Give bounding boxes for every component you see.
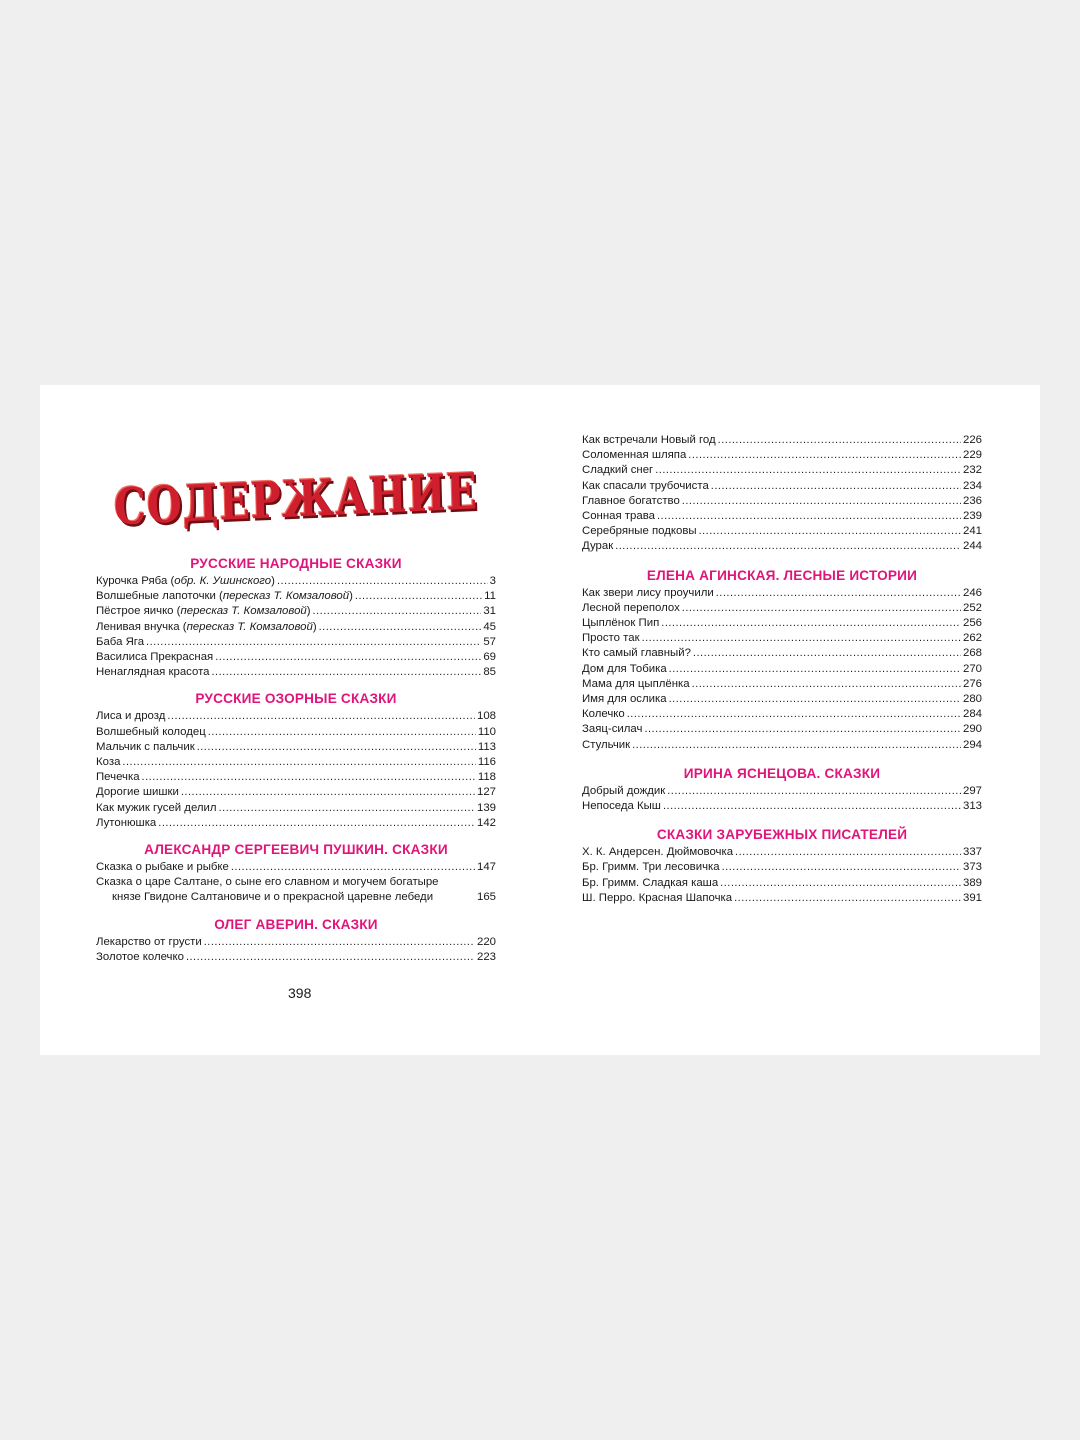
toc-entry [582,494,982,509]
toc-entry-title [96,770,140,785]
toc-entry-title [582,631,640,646]
toc-entry-title-text: Бр. Гримм. Сладкая каша [582,876,719,889]
toc-entry-title-text: Как мужик гусей делил [96,801,217,814]
toc-entry-title [96,665,210,680]
toc-page-number: 280 [962,693,982,706]
toc-page-number: 220 [476,935,496,948]
toc-entry-title-text: Как спасали трубочиста [582,479,709,492]
toc-entry-title [582,799,661,814]
toc-page-number: 118 [477,771,496,784]
toc-entry-title-text: Василиса Прекрасная [96,651,214,664]
dot-leader [319,620,482,635]
toc-page-number: 313 [962,800,982,813]
section-heading: ОЛЕГ АВЕРИН. СКАЗКИ [214,916,378,932]
dot-leader [215,650,481,665]
dot-leader [669,662,961,677]
dot-leader [693,646,961,661]
toc-entry-title [96,935,202,950]
toc-entry-title [582,479,709,494]
toc-entry [96,635,496,650]
dot-leader [663,799,961,814]
left-toc [96,555,496,965]
toc-entry-title [582,586,714,601]
toc-section [96,916,496,965]
toc-entry-title [582,860,720,875]
dot-leader [231,860,475,875]
dot-leader [699,524,961,539]
toc-entry [582,463,982,478]
section-heading: ИРИНА ЯСНЕЦОВА. СКАЗКИ [683,765,881,781]
toc-entry-title [582,891,732,906]
section-heading: АЛЕКСАНДР СЕРГЕЕВИЧ ПУШКИН. СКАЗКИ [144,842,448,858]
toc-entry [96,604,496,619]
toc-entry-title-text: Дурак [582,540,614,553]
toc-entry-title-text: Стульчик [582,738,631,751]
dot-leader [204,935,475,950]
toc-section [582,765,982,814]
toc-entry-title-text: Ненаглядная красота [96,666,210,679]
toc-entry-title [96,709,165,724]
toc-entry-title-text: Пёстрое яичко ( [96,605,181,618]
toc-entry [96,816,496,831]
toc-entry-title-close: ) [306,605,311,618]
toc-page-number: 57 [483,635,496,648]
toc-entry [96,589,496,604]
dot-leader [181,785,475,800]
dot-leader [655,463,961,478]
toc-entry [96,935,496,950]
toc-entry-title-close: ) [349,590,353,603]
toc-entry-title-close: ) [312,620,317,633]
toc-entry-title [582,601,680,616]
dot-leader [692,677,961,692]
toc-entry-title [582,463,653,478]
toc-entry-note: пересказ Т. Комзаловой [186,620,313,633]
toc-page-number: 276 [962,677,982,690]
toc-entry-title-text: Сладкий снег [582,464,654,477]
toc-entry-title [96,816,156,831]
dot-leader [167,709,475,724]
toc-page-number: 108 [476,710,496,723]
dot-leader [197,740,476,755]
toc-entry [582,677,982,692]
toc-entry-title-text: Печечка [96,771,140,784]
toc-entry-title-text: Баба Яга [96,635,145,648]
toc-entry-title-text: Сонная трава [582,510,655,523]
toc-section [582,826,982,906]
toc-page-number: 297 [962,784,982,797]
toc-entry [96,725,496,740]
dot-leader [722,860,961,875]
toc-entry-title [96,801,217,816]
dot-leader [669,692,961,707]
toc-entry-continuation [96,890,496,905]
toc-entry-title [582,524,697,539]
dot-leader [667,784,961,799]
dot-leader [718,433,961,448]
toc-entry [96,875,496,905]
toc-entry-title-text: Серебряные подковы [582,525,697,538]
dot-leader [627,707,961,722]
toc-page-number: 127 [476,786,496,799]
toc-entry-title-text: Лутонюшка [96,816,157,829]
toc-page-number: 268 [962,647,982,660]
dot-leader [219,801,475,816]
toc-page-number: 270 [962,662,982,675]
toc-entry [582,876,982,891]
toc-page-number: 139 [476,801,496,814]
toc-entry [96,665,496,680]
toc-entry-title-text: Просто так [582,632,640,645]
toc-entry-title [582,738,630,753]
section-heading: РУССКИЕ ОЗОРНЫЕ СКАЗКИ [195,691,397,707]
toc-entry-title [582,662,667,677]
toc-entry-title-text: Коза [96,756,121,769]
toc-page-number: 241 [962,525,982,538]
toc-entry [582,738,982,753]
toc-entry-title-text: Лекарство от грусти [96,935,202,948]
toc-entry [96,860,496,875]
toc-entry-title-text: Курочка Ряба ( [96,575,175,587]
toc-entry-title-text: Непоседа Кыш [582,800,661,813]
toc-entry-title-text: Волшебный колодец [96,725,206,738]
toc-entry-title-text: Как звери лису проучили [582,586,714,599]
toc-page-number: 142 [476,816,496,829]
toc-entry-title [582,509,655,524]
toc-entry-title [96,860,229,875]
toc-entry [96,620,496,635]
toc-entry-note: обр. К. Ушинского [174,575,272,587]
toc-entry [582,784,982,799]
toc-entry-title-close: ) [271,575,275,587]
toc-page-number: 3 [489,575,496,587]
toc-entry-title-text: Волшебные лапоточки ( [96,590,223,603]
toc-entry-title: Сказка о царе Салтане, о сыне его славном и могучем богатыре [96,876,439,889]
toc-entry [582,646,982,661]
toc-entry [582,601,982,616]
toc-section [582,433,982,555]
toc-entry [582,631,982,646]
section-heading: РУССКИЕ НАРОДНЫЕ СКАЗКИ [190,556,402,571]
toc-entry-title-text: Ленивая внучка ( [96,620,187,633]
dot-leader [682,601,961,616]
toc-entry-title-text: Золотое колечко [96,950,184,963]
toc-page-number: 165 [476,891,496,904]
toc-entry-title-text: Бр. Гримм. Три лесовичка [582,861,720,874]
toc-page-number: 389 [962,876,982,889]
toc-entry [96,740,496,755]
toc-entry-title-text: Соломенная шляпа [582,449,687,462]
toc-page-number: 11 [484,590,496,603]
toc-entry-title: князе Гвидоне Салтановиче и о прекрасной царевне лебеди [112,891,434,904]
dot-leader [734,891,961,906]
toc-page-number: 244 [962,540,982,553]
toc-entry [96,709,496,724]
dot-leader [716,586,961,601]
toc-entry [96,574,496,589]
toc-entry-title-text: Сказка о рыбаке и рыбке [96,861,229,874]
dot-leader [208,725,476,740]
toc-entry-note: пересказ Т. Комзаловой [222,590,350,603]
toc-entry [582,448,982,463]
toc-entry-title [582,494,680,509]
toc-page-number: 45 [483,620,496,633]
toc-entry [582,891,982,906]
toc-entry-title-text: Мама для цыплёнка [582,677,690,690]
toc-entry-title [96,604,311,619]
toc-page-number: 223 [476,950,496,963]
dot-leader [212,665,482,680]
dot-leader [688,448,961,463]
toc-entry-title-text: Лиса и дрозд [96,710,166,723]
toc-entry [582,539,982,554]
toc-section [96,690,496,831]
toc-entry [582,509,982,524]
toc-entry-title [582,448,686,463]
toc-entry-title [582,616,659,631]
toc-entry [582,616,982,631]
toc-entry-title [582,845,733,860]
toc-entry-title [96,725,206,740]
toc-entry-title [582,784,665,799]
toc-entry-title [96,635,144,650]
toc-page-number: 337 [962,846,982,859]
toc-page-number: 284 [962,708,982,721]
toc-page-number: 236 [962,494,982,507]
toc-entry-title [582,677,690,692]
toc-entry [582,433,982,448]
toc-entry-title [96,589,353,604]
toc-entry [582,586,982,601]
page-title: СОДЕРЖАНИЕ [113,461,479,537]
toc-entry [96,755,496,770]
dot-leader [657,509,961,524]
toc-entry-title [96,950,184,965]
toc-entry-title [96,740,195,755]
toc-entry-title [582,876,718,891]
dot-leader [122,755,475,770]
toc-entry-title-text: Ш. Перро. Красная Шапочка [582,891,733,904]
toc-page-number: 256 [962,617,982,630]
dot-leader [682,494,961,509]
toc-page-number: 239 [962,510,982,523]
toc-page-number: 31 [483,605,496,618]
toc-entry-title [96,650,213,665]
toc-entry-title [96,574,275,589]
toc-entry-title [582,646,691,661]
toc-entry-title [582,707,625,722]
toc-section [96,555,496,680]
toc-page-number: 262 [962,632,982,645]
toc-page-number: 226 [962,434,982,446]
toc-page-number: 246 [962,586,982,599]
right-page [582,433,982,906]
dot-leader [711,479,961,494]
dot-leader [277,574,488,589]
toc-entry-title [582,539,613,554]
toc-page-number: 391 [962,891,982,904]
toc-entry-title-text: Х. К. Андерсен. Дюймовочка [582,846,734,859]
toc-page-number: 229 [962,449,982,462]
dot-leader [355,589,482,604]
toc-entry [582,860,982,875]
toc-section [96,841,496,906]
toc-entry [96,950,496,965]
dot-leader [186,950,475,965]
dot-leader [632,738,961,753]
toc-page-number: 373 [962,861,982,874]
toc-entry [582,799,982,814]
dot-leader [146,635,481,650]
toc-entry-title-text: Мальчик с пальчик [96,740,195,753]
toc-page-number: 290 [962,723,982,736]
page-number: 398 [288,985,312,1001]
dot-leader [313,604,482,619]
toc-page-number: 116 [477,756,496,769]
toc-entry-title-text: Дорогие шишки [96,786,179,799]
toc-entry-title-text: Заяц-силач [582,723,643,736]
toc-entry-title-text: Кто самый главный? [582,647,691,660]
toc-entry [96,650,496,665]
toc-page-number: 113 [477,740,496,753]
toc-entry [582,722,982,737]
toc-entry [582,662,982,677]
toc-section [582,567,982,753]
toc-entry-title [96,755,120,770]
toc-entry [96,801,496,816]
dot-leader [142,770,476,785]
toc-page-number: 232 [962,464,982,477]
toc-page-number: 69 [483,651,496,664]
dot-leader [644,722,961,737]
toc-entry-title-text: Колечко [582,708,625,721]
title-block [113,461,479,537]
dot-leader [720,876,961,891]
dot-leader [735,845,961,860]
dot-leader [158,816,475,831]
section-heading: ЕЛЕНА АГИНСКАЯ. ЛЕСНЫЕ ИСТОРИИ [646,567,918,583]
toc-entry-title-text: Главное богатство [582,494,680,507]
toc-entry-title [582,433,716,448]
toc-entry-note: пересказ Т. Комзаловой [180,605,307,618]
toc-entry-title-text: Цыплёнок Пип [582,617,660,630]
toc-page-number: 234 [962,479,982,492]
toc-entry-title-text: Добрый дождик [582,784,666,797]
toc-page-number: 252 [962,601,982,614]
toc-page-number: 147 [476,861,496,874]
toc-entry [582,707,982,722]
toc-entry [582,845,982,860]
right-toc [582,433,982,906]
toc-entry-title-text: Дом для Тобика [582,662,667,675]
dot-leader [615,539,961,554]
toc-entry-title-text: Лесной переполох [582,601,680,614]
toc-entry [582,524,982,539]
dot-leader [642,631,961,646]
toc-page-number: 294 [962,738,982,751]
toc-entry [582,692,982,707]
toc-entry-title [96,620,317,635]
section-heading: СКАЗКИ ЗАРУБЕЖНЫХ ПИСАТЕЛЕЙ [656,827,908,843]
toc-page-number: 110 [477,725,496,738]
toc-entry [96,785,496,800]
dot-leader [661,616,961,631]
toc-entry-title-text: Как встречали Новый год [582,434,716,446]
toc-entry-title [582,692,667,707]
toc-page-number: 85 [483,666,496,679]
toc-entry [96,770,496,785]
toc-entry-title-text: Имя для ослика [582,693,667,706]
toc-entry-title [582,722,642,737]
book-spread [40,385,1040,1055]
toc-entry [582,479,982,494]
toc-entry-title [96,785,179,800]
